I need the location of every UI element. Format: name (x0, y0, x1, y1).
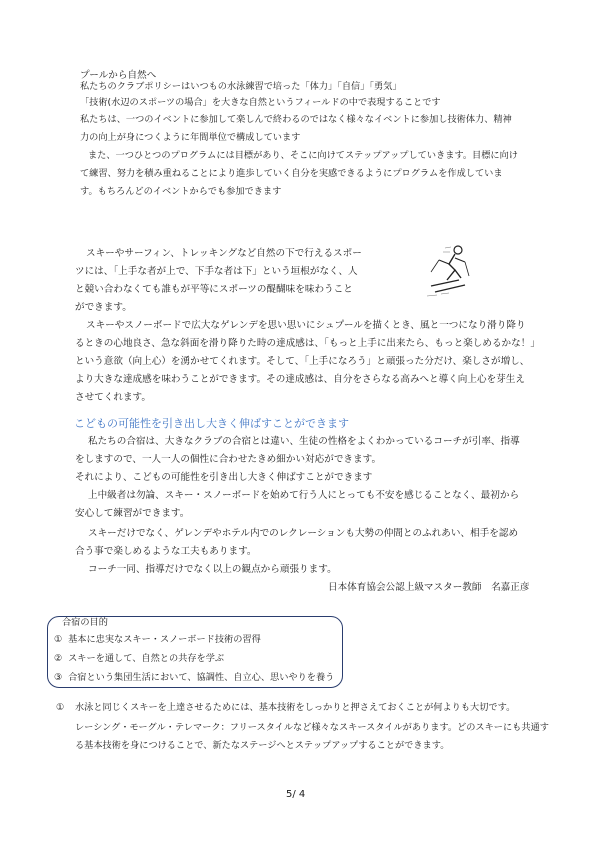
note-line-2: レーシング・モーグル・テレマーク：フリースタイルなど様々なスキースタイルがあります。どのスキーにも共通す (75, 722, 549, 733)
ski-line-7: という意欲（向上心）を湧かせてくれます。そして、「上手になろう」と頑張った分だけ、楽しさが増し、 (75, 356, 530, 367)
intro-line-2-post: の中で表現することです (339, 97, 441, 108)
purpose-item-2 (54, 653, 224, 665)
intro-line-5-text: また、一つひとつのプログラムには目標があり、そこに向けてステップアップしていきます。 (88, 150, 473, 161)
intro-line-4: 力の向上が身につくように年間単位で構成しています (80, 132, 301, 143)
children-line-1: 私たちの合宿は、大きなクラブの合宿とは違い、生徒の性格をよくわかっているコーチが引率、指導 (88, 436, 520, 447)
ski-line-5: スキーやスノーボードで広大なゲレンデを思い思いにシュプールを描くとき、風と一つになり滑り降り (86, 320, 526, 331)
purpose-item-1-text: 基本に忠実なスキー・スノーボード技術の習得 (68, 634, 261, 645)
ski-line-8: より大きな達成感を味わうことができます。その達成感は、自分をさらなる高みへと導く向上心を芽生え (75, 374, 525, 385)
purpose-item-3 (54, 672, 334, 684)
note-line-3: る基本技術を身につけることで、新たなステージへとステップアップすることができます。 (75, 740, 450, 751)
intro-line-2-mid: を大きな自然というフィールド (211, 97, 340, 108)
ski-line-1: スキーやサーフィン、トレッキングなど自然の下で行えるスポー (86, 248, 362, 259)
children-line-8: コーチ一同、指導だけでなく以上の観点から頑張ります。 (88, 564, 337, 575)
intro-line-5 (88, 150, 518, 162)
ski-line-3: と競い合わなくても誰もが平等にスポーツの醍醐味を味わうこと (75, 284, 353, 295)
purpose-item-2-text: スキーを通して、自然との共存を学ぶ (68, 653, 225, 664)
intro-line-5-tail: 目標に向け (472, 150, 518, 161)
intro-keywords-1: 「体力」「自信」「勇気」 (300, 81, 402, 92)
purpose-item-1 (54, 634, 261, 646)
children-line-7: 合う事で楽しめるような工夫もあります。 (75, 546, 257, 557)
intro-title: プールから自然へ (80, 70, 157, 81)
note-line-1: 水泳と同じくスキーを上達させるためには、基本技術をしっかりと押さえておくことが何よりも大切です。 (75, 702, 516, 713)
purpose-item-3-text: 合宿という集団生活において、協調性、自立心、思いやりを養う (68, 672, 335, 683)
ski-line-4: ができます。 (75, 302, 132, 313)
children-heading: こどもの可能性を引き出し大きく伸ばすことができます (74, 417, 349, 430)
intro-line-6: て練習、努力を積み重ねることにより進歩していく自分を実感できるようにプログラムを作成していま (80, 168, 503, 179)
intro-keywords-2: 「技術(水辺のスポーツの場合」 (80, 97, 212, 108)
children-line-3: それにより、こどもの可能性を引き出し大きく伸ばすことができます (75, 472, 373, 483)
children-line-5: 安心して練習ができます。 (75, 508, 190, 519)
purpose-item-1-num: ① (54, 634, 63, 645)
children-line-6: スキーだけでなく、ゲレンデやホテル内でのレクレーションも大勢の仲間とのふれあい、相手を認め (88, 528, 519, 539)
intro-line-2 (80, 97, 441, 109)
page-number: 5/ 4 (286, 789, 306, 800)
purpose-item-2-num: ② (54, 653, 63, 664)
ski-line-9: させてくれます。 (75, 392, 151, 403)
intro-line-7: す。もちろんどのイベントからでも参加できます (80, 186, 282, 197)
purpose-item-3-num: ③ (54, 672, 63, 683)
intro-line-1-text: 私たちのクラブポリシーはいつもの水泳練習で培った (80, 81, 301, 92)
skier-illustration (425, 242, 475, 298)
children-line-4: 上中級者は勿論、スキー・スノーボードを始めて行う人にとっても不安を感じることなく、最初から (88, 490, 520, 501)
ski-line-6: るときの心地良さ、急な斜面を滑り降りた時の達成感は、「もっと上手に出来たら、もっと楽しめるかな！」 (75, 338, 540, 349)
ski-line-2: ツには、「上手な者が上で、下手な者は下」という垣根がなく、人 (75, 266, 358, 277)
intro-line-3: 私たちは、一つのイベントに参加して楽しんで終わるのではなく様々なイベントに参加し技術体力、精神 (80, 114, 512, 125)
note-num: ① (56, 702, 65, 713)
children-line-2: をしますので、一人一人の個性に合わせたきめ細かい対応ができます。 (75, 454, 382, 465)
intro-line-1 (80, 81, 402, 93)
signature: 日本体育協会公認上級マスター教師 名嘉正彦 (328, 582, 530, 593)
purpose-box-title: 合宿の目的 (62, 617, 108, 628)
